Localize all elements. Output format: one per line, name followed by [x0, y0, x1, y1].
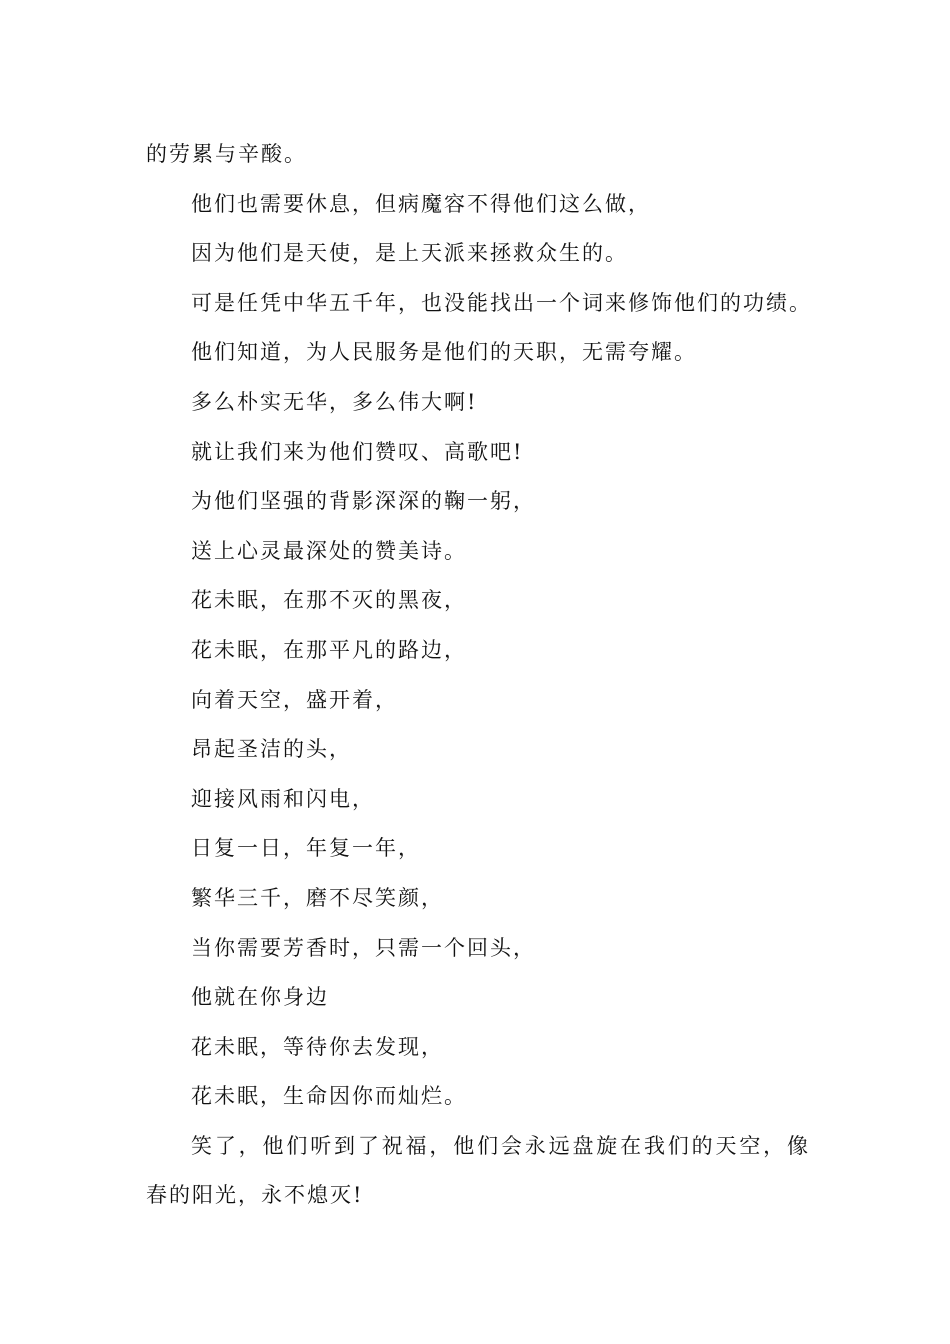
- text-line: 就让我们来为他们赞叹、高歌吧!: [191, 439, 524, 464]
- closing-paragraph: 笑了，他们听到了祝福，他们会永远盘旋在我们的天空，像春的阳光，永不熄灭!: [146, 1133, 810, 1208]
- poem-line: 花未眠，在那平凡的路边，: [191, 637, 467, 662]
- text-line: 多么朴实无华，多么伟大啊!: [191, 389, 478, 414]
- text-line: 送上心灵最深处的赞美诗。: [191, 538, 467, 563]
- text-line: 他们知道，为人民服务是他们的天职，无需夸耀。: [191, 340, 697, 365]
- poem-line: 迎接风雨和闪电，: [191, 786, 375, 811]
- poem-line: 日复一日，年复一年，: [191, 836, 421, 861]
- poem-line: 花未眠，生命因你而灿烂。: [191, 1084, 467, 1109]
- text-line-continuation: 的劳累与辛酸。: [146, 142, 307, 166]
- poem-line: 当你需要芳香时，只需一个回头，: [191, 935, 536, 960]
- text-line: 他们也需要休息，但病魔容不得他们这么做，: [191, 191, 651, 216]
- poem-line: 花未眠，在那不灭的黑夜，: [191, 588, 467, 613]
- poem-line: 昂起圣洁的头，: [191, 737, 352, 762]
- document-body: [146, 130, 810, 1221]
- text-line: 为他们坚强的背影深深的鞠一躬，: [191, 489, 536, 514]
- poem-line: 他就在你身边: [191, 985, 329, 1010]
- text-line: 因为他们是天使，是上天派来拯救众生的。: [191, 241, 628, 266]
- poem-line: 向着天空，盛开着，: [191, 687, 398, 712]
- poem-line: 花未眠，等待你去发现，: [191, 1034, 444, 1059]
- text-line: 可是任凭中华五千年，也没能找出一个词来修饰他们的功绩。: [191, 290, 812, 315]
- poem-line: 繁华三千，磨不尽笑颜，: [191, 885, 444, 910]
